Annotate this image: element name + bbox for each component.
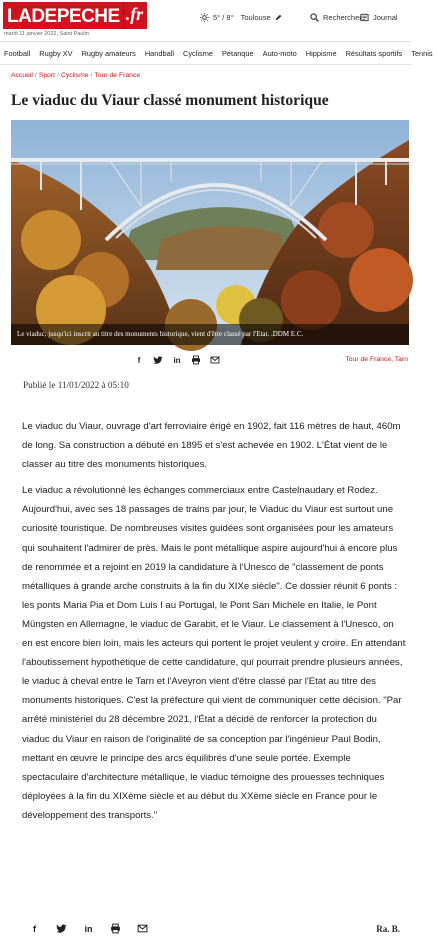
pencil-icon[interactable] — [275, 14, 282, 21]
share-bar — [134, 355, 220, 365]
nav-item-handball[interactable]: Handball — [144, 48, 174, 58]
weather-city: Toulouse — [240, 13, 271, 22]
nav-item-auto-moto[interactable]: Auto-moto — [262, 48, 297, 58]
journal-button[interactable] — [360, 13, 398, 22]
print-icon[interactable] — [191, 355, 201, 365]
nav-item-petanque[interactable]: Pétanque — [221, 48, 254, 58]
breadcrumb-separator: / — [57, 72, 59, 79]
article-photo[interactable] — [11, 120, 409, 345]
article-paragraph: Le viaduc du Viaur, ouvrage d'art ferroviaire érigé en 1902, fait 116 mètres de haut, 460m de long. Sa construction a débuté en 1895 et s'est achevée en 1902. L'État vient de le classer au titre des monuments historiques. — [22, 421, 401, 471]
published-date: Publié le 11/01/2022 à 05:10 — [23, 380, 129, 390]
sun-icon — [200, 13, 209, 22]
search-button[interactable] — [310, 13, 362, 22]
search-label: Rechercher — [323, 13, 362, 22]
breadcrumb-tour-de-france[interactable]: Tour de France — [94, 72, 141, 79]
nav-item-football[interactable]: Football — [4, 48, 31, 58]
newspaper-icon — [360, 13, 369, 22]
journal-label: Journal — [373, 13, 398, 22]
article-author: Ra. B. — [376, 924, 400, 934]
twitter-icon[interactable] — [153, 355, 163, 365]
article-title: Le viaduc du Viaur classé monument historique — [11, 92, 329, 109]
viaduct-photo-illustration — [11, 120, 409, 345]
nav-item-resultats-sportifs[interactable]: Résultats sportifs — [345, 48, 403, 58]
site-header — [0, 0, 412, 40]
nav-item-hippisme[interactable]: Hippisme — [305, 48, 337, 58]
photo-caption: Le viaduc, jusqu'ici inscrit au titre des monuments historique, vient d'être classé par l'Etat. .DDM E.C. — [11, 324, 409, 345]
print-icon[interactable] — [110, 923, 121, 934]
linkedin-icon[interactable]: in — [173, 355, 181, 365]
sports-nav — [0, 41, 433, 65]
current-date: mardi 11 janvier 2022, Saint Paulin — [4, 31, 89, 37]
email-icon[interactable] — [137, 923, 148, 934]
linkedin-icon[interactable]: in — [84, 923, 93, 934]
nav-item-rugby-xv[interactable]: Rugby XV — [39, 48, 73, 58]
breadcrumb — [11, 72, 140, 79]
breadcrumb-sport[interactable]: Sport — [38, 72, 56, 79]
email-icon[interactable] — [210, 355, 220, 365]
nav-item-rugby-amateurs[interactable]: Rugby amateurs — [81, 48, 136, 58]
breadcrumb-cyclisme[interactable]: Cyclisme — [60, 72, 89, 79]
logo-main: LADEPECHE — [3, 2, 123, 29]
nav-item-tennis[interactable]: Tennis — [411, 48, 433, 58]
breadcrumb-separator: / — [34, 72, 37, 79]
search-icon — [310, 13, 319, 22]
nav-item-cyclisme[interactable]: Cyclisme — [183, 48, 213, 58]
article-paragraph: Le viaduc a révolutionné les échanges commerciaux entre Castelnaudary et Rodez. Aujourd'hui, avec ses 18 passages de trains par jour, le Viaduc du Viaur est surtout une curiosité touristique. De nombreuses visites guidées sont organisées pour les amateurs qui souhaitent l'admirer de près. Mais le pont métallique aspire aujourd'hui à encore plus de renommée et a rejoint en 2019 la candidature à l'Unesco de "classement de ponts métalliques à grande arche construits à la fin du XIXe siècle". Ce dossier réunit 6 ponts : les ponts Maria Pia et Dom Luis I au Portugal, le Pont San Michele en Italie, le Pont Müngsten en Allemagne, le viaduc de Garabit, et le Viaur. Le classement à l'Unesco, on en est encore bien loin, mais les acteurs qui portent le projet veulent y croire. En attendant l'aboutissement hypothétique de cette candidature, qui pourrait prendre plusieurs années, le viaduc à cheval entre le Tarn et l'Aveyron vient d'être classé par l'Etat au titre des monuments historiques. C'est la préfecture qui vient de communiquer cette décision. "Par arrêté ministériel du 28 décembre 2021, l'État a décidé de renforcer la protection du viaduc du Viaur en raison de l'originalité de sa conception par l'ingénieur Paul Bodin, mettant en œuvre le principe des arcs équilibrés d'une seule portée. Exemple spectaculaire d'architecture métallique, le viaduc témoigne des prouesses techniques déployées à la fin du XIXème siècle et au début du XXème siècle en France pour le développement des transports." — [22, 485, 406, 821]
facebook-icon[interactable]: f — [137, 355, 141, 365]
facebook-icon[interactable]: f — [33, 923, 36, 934]
weather-temp: 5° / 8° — [213, 13, 234, 22]
bottom-share-bar — [29, 923, 148, 934]
twitter-icon[interactable] — [56, 923, 67, 934]
article-tags[interactable]: Tour de France, Tarn — [345, 356, 408, 363]
breadcrumb-accueil[interactable]: Accueil — [11, 72, 33, 79]
logo-suffix: .fr — [123, 2, 148, 29]
breadcrumb-separator: / — [90, 72, 93, 79]
weather-widget[interactable] — [200, 13, 282, 22]
site-logo[interactable] — [3, 2, 147, 29]
article-body — [22, 417, 407, 832]
